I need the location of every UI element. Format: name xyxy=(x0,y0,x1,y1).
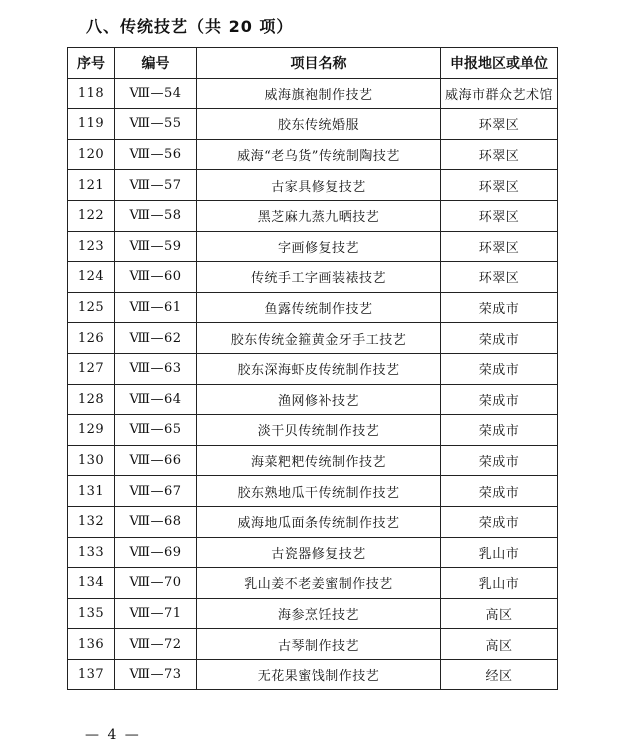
header-region: 申报地区或单位 xyxy=(441,48,558,79)
row-seq-cell: 129 xyxy=(68,415,115,446)
row-code-cell: Ⅷ—65 xyxy=(115,415,197,446)
row-seq-cell: 130 xyxy=(68,445,115,476)
row-code-cell: Ⅷ—64 xyxy=(115,384,197,415)
row-code-cell: Ⅷ—73 xyxy=(115,659,197,690)
row-name-cell: 海菜粑粑传统制作技艺 xyxy=(197,445,441,476)
row-region-cell: 环翠区 xyxy=(441,262,558,293)
row-seq-cell: 123 xyxy=(68,231,115,262)
row-seq-cell: 124 xyxy=(68,262,115,293)
items-table xyxy=(67,47,558,690)
row-name-cell: 胶东熟地瓜干传统制作技艺 xyxy=(197,476,441,507)
row-name-cell: 淡干贝传统制作技艺 xyxy=(197,415,441,446)
row-region-cell: 环翠区 xyxy=(441,139,558,170)
table-row xyxy=(68,629,558,660)
row-region-cell: 荣成市 xyxy=(441,323,558,354)
row-code-cell: Ⅷ—55 xyxy=(115,109,197,140)
table-row xyxy=(68,568,558,599)
row-code-cell: Ⅷ—68 xyxy=(115,506,197,537)
row-name-cell: 古家具修复技艺 xyxy=(197,170,441,201)
row-seq-cell: 137 xyxy=(68,659,115,690)
row-region-cell: 经区 xyxy=(441,659,558,690)
page-number: — 4 — xyxy=(85,727,141,743)
row-region-cell: 威海市群众艺术馆 xyxy=(441,78,558,109)
table-row xyxy=(68,170,558,201)
row-region-cell: 乳山市 xyxy=(441,537,558,568)
row-code-cell: Ⅷ—61 xyxy=(115,292,197,323)
row-region-cell: 高区 xyxy=(441,598,558,629)
row-code-cell: Ⅷ—62 xyxy=(115,323,197,354)
row-region-cell: 荣成市 xyxy=(441,415,558,446)
row-seq-cell: 131 xyxy=(68,476,115,507)
row-code-cell: Ⅷ—56 xyxy=(115,139,197,170)
row-name-cell: 海参烹饪技艺 xyxy=(197,598,441,629)
table-body xyxy=(68,78,558,690)
row-code-cell: Ⅷ—58 xyxy=(115,200,197,231)
row-name-cell: 古瓷器修复技艺 xyxy=(197,537,441,568)
row-region-cell: 荣成市 xyxy=(441,384,558,415)
row-region-cell: 荣成市 xyxy=(441,476,558,507)
row-code-cell: Ⅷ—71 xyxy=(115,598,197,629)
row-region-cell: 乳山市 xyxy=(441,568,558,599)
row-seq-cell: 118 xyxy=(68,78,115,109)
row-code-cell: Ⅷ—59 xyxy=(115,231,197,262)
row-seq-cell: 120 xyxy=(68,139,115,170)
row-name-cell: 渔网修补技艺 xyxy=(197,384,441,415)
table-row xyxy=(68,231,558,262)
row-name-cell: 胶东传统金箍黄金牙手工技艺 xyxy=(197,323,441,354)
table-row xyxy=(68,109,558,140)
row-name-cell: 威海地瓜面条传统制作技艺 xyxy=(197,506,441,537)
row-name-cell: 威海“老乌货”传统制陶技艺 xyxy=(197,139,441,170)
section-title: 八、传统技艺（共 20 项） xyxy=(86,17,294,36)
row-name-cell: 胶东深海虾皮传统制作技艺 xyxy=(197,353,441,384)
row-name-cell: 胶东传统婚服 xyxy=(197,109,441,140)
table-row xyxy=(68,78,558,109)
row-seq-cell: 136 xyxy=(68,629,115,660)
table-row xyxy=(68,476,558,507)
header-seq: 序号 xyxy=(68,48,115,79)
row-seq-cell: 133 xyxy=(68,537,115,568)
row-seq-cell: 135 xyxy=(68,598,115,629)
row-code-cell: Ⅷ—57 xyxy=(115,170,197,201)
table-row xyxy=(68,262,558,293)
row-seq-cell: 122 xyxy=(68,200,115,231)
table-row xyxy=(68,200,558,231)
row-seq-cell: 127 xyxy=(68,353,115,384)
table-row xyxy=(68,598,558,629)
table-row xyxy=(68,415,558,446)
row-name-cell: 黑芝麻九蒸九晒技艺 xyxy=(197,200,441,231)
row-seq-cell: 126 xyxy=(68,323,115,354)
row-seq-cell: 132 xyxy=(68,506,115,537)
row-name-cell: 字画修复技艺 xyxy=(197,231,441,262)
row-code-cell: Ⅷ—66 xyxy=(115,445,197,476)
row-region-cell: 环翠区 xyxy=(441,231,558,262)
row-code-cell: Ⅷ—54 xyxy=(115,78,197,109)
row-seq-cell: 128 xyxy=(68,384,115,415)
table-row xyxy=(68,659,558,690)
table-row xyxy=(68,445,558,476)
row-seq-cell: 125 xyxy=(68,292,115,323)
row-region-cell: 环翠区 xyxy=(441,109,558,140)
row-code-cell: Ⅷ—70 xyxy=(115,568,197,599)
row-seq-cell: 121 xyxy=(68,170,115,201)
row-name-cell: 古琴制作技艺 xyxy=(197,629,441,660)
row-code-cell: Ⅷ—60 xyxy=(115,262,197,293)
row-region-cell: 环翠区 xyxy=(441,200,558,231)
table-row xyxy=(68,353,558,384)
table-header-row xyxy=(68,48,558,79)
row-name-cell: 威海旗袍制作技艺 xyxy=(197,78,441,109)
table-row xyxy=(68,384,558,415)
row-name-cell: 乳山姜不老姜蜜制作技艺 xyxy=(197,568,441,599)
row-code-cell: Ⅷ—72 xyxy=(115,629,197,660)
row-code-cell: Ⅷ—69 xyxy=(115,537,197,568)
table-row xyxy=(68,537,558,568)
row-code-cell: Ⅷ—63 xyxy=(115,353,197,384)
table-row xyxy=(68,323,558,354)
row-name-cell: 鱼露传统制作技艺 xyxy=(197,292,441,323)
row-region-cell: 荣成市 xyxy=(441,292,558,323)
row-region-cell: 荣成市 xyxy=(441,353,558,384)
row-region-cell: 高区 xyxy=(441,629,558,660)
row-name-cell: 传统手工字画装裱技艺 xyxy=(197,262,441,293)
row-name-cell: 无花果蜜饯制作技艺 xyxy=(197,659,441,690)
row-seq-cell: 119 xyxy=(68,109,115,140)
row-seq-cell: 134 xyxy=(68,568,115,599)
table-row xyxy=(68,506,558,537)
row-region-cell: 荣成市 xyxy=(441,506,558,537)
header-code: 编号 xyxy=(115,48,197,79)
table-row xyxy=(68,292,558,323)
table-row xyxy=(68,139,558,170)
row-region-cell: 荣成市 xyxy=(441,445,558,476)
header-name: 项目名称 xyxy=(197,48,441,79)
row-region-cell: 环翠区 xyxy=(441,170,558,201)
row-code-cell: Ⅷ—67 xyxy=(115,476,197,507)
